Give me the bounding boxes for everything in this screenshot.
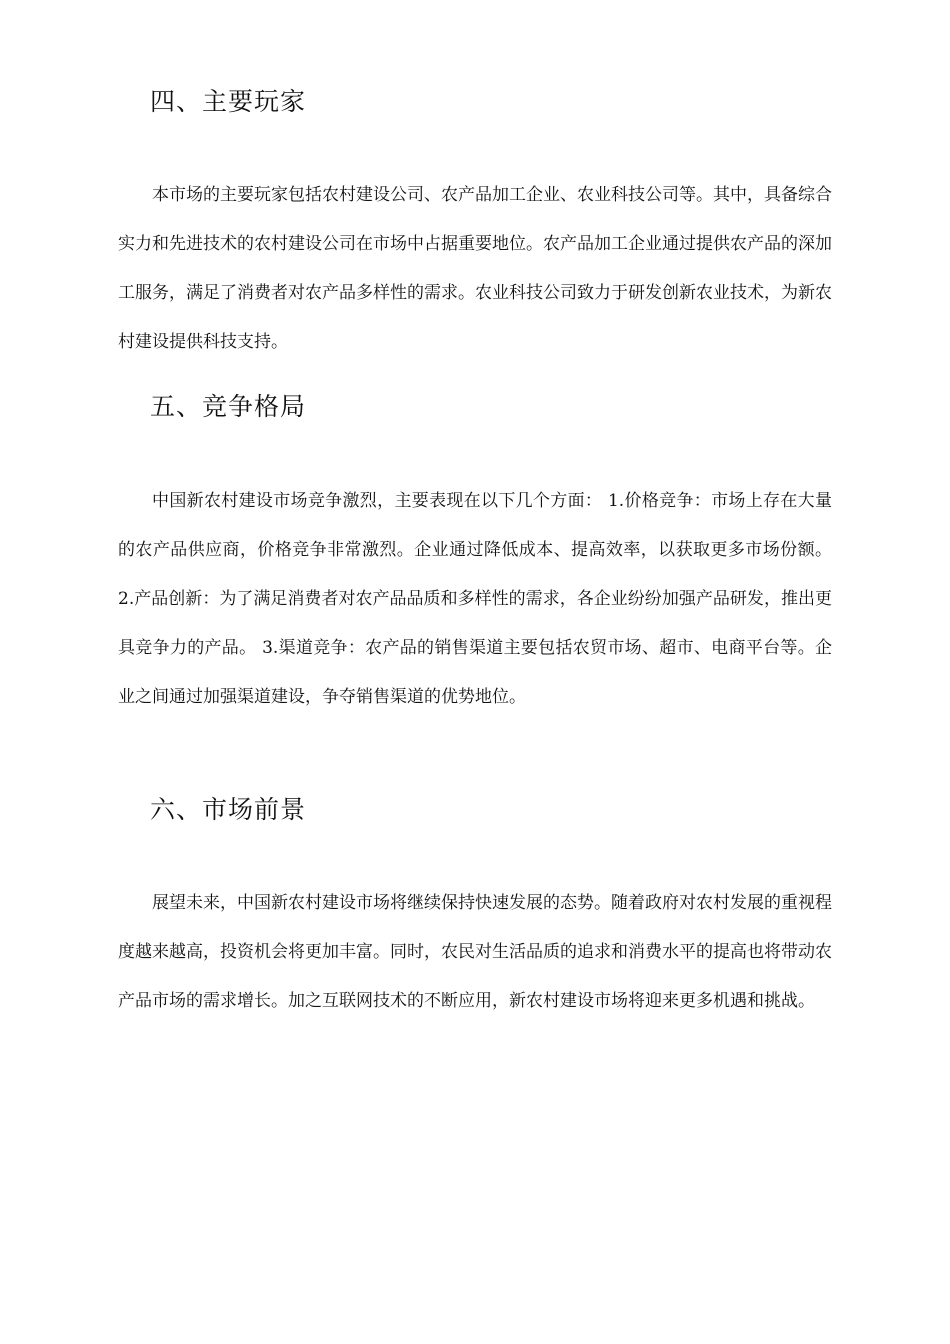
section-paragraph: 中国新农村建设市场竞争激烈，主要表现在以下几个方面： 1.价格竞争：市场上存在大量的农产品供应商，价格竞争非常激烈。企业通过降低成本、提高效率，以获取更多市场份额。 2.产品创新：为了满足消费者对农产品品质和多样性的需求，各企业纷纷加强产品研发，推出更具竞争力的产品。 3.渠道竞争：农产品的销售渠道主要包括农贸市场、超市、电商平台等。企业之间通过加强渠道建设，争夺销售渠道的优势地位。 [118, 491, 832, 707]
section-main-players [118, 84, 832, 367]
section-paragraph: 展望未来，中国新农村建设市场将继续保持快速发展的态势。随着政府对农村发展的重视程度越来越高，投资机会将更加丰富。同时，农民对生活品质的追求和消费水平的提高也将带动农产品市场的需求增长。加之互联网技术的不断应用，新农村建设市场将迎来更多机遇和挑战。 [118, 893, 832, 1011]
section-competition-landscape [118, 389, 832, 722]
section-paragraph: 本市场的主要玩家包括农村建设公司、农产品加工企业、农业科技公司等。其中，具备综合实力和先进技术的农村建设公司在市场中占据重要地位。农产品加工企业通过提供农产品的深加工服务，满足了消费者对农产品多样性的需求。农业科技公司致力于研发创新农业技术，为新农村建设提供科技支持。 [118, 185, 832, 352]
section-heading: 四、主要玩家 [150, 87, 307, 116]
section-market-outlook [118, 792, 832, 1026]
section-heading: 五、竞争格局 [150, 392, 307, 421]
section-heading: 六、市场前景 [150, 795, 307, 824]
